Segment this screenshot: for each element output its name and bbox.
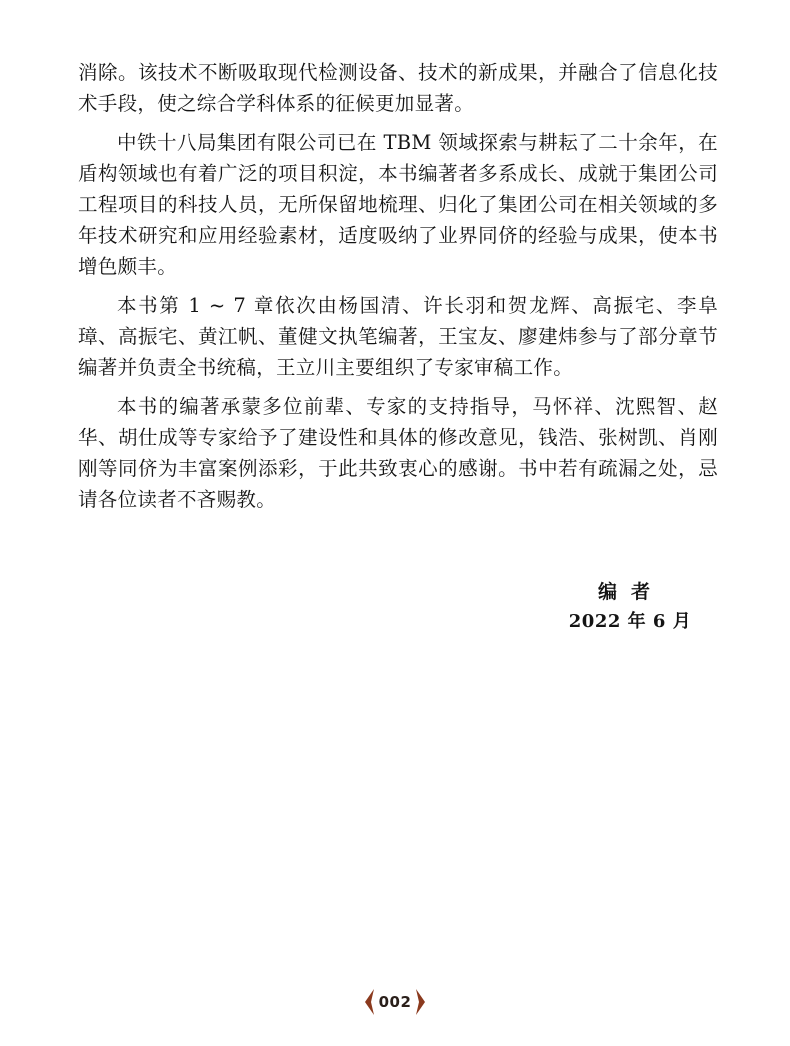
page-number: 002 [378,993,412,1011]
paragraph-chapter-authors: 本书第 1 ~ 7 章依次由杨国清、许长羽和贺龙辉、高振宅、李阜璋、高振宅、黄江帆、董健文执笔编著，王宝友、廖建炜参与了部分章节编著并负责全书统稿，王立川主要组织了专家审稿工作。 [78,294,718,379]
right-chevron-ornament-icon [414,987,428,1017]
page-number-ornament [351,987,439,1017]
preface-body [78,57,718,523]
left-chevron-ornament-icon [362,987,376,1017]
paragraph-tbm-experience: 中铁十八局集团有限公司已在 TBM 领域探索与耕耘了二十余年，在盾构领域也有着广泛的项目积淀，本书编著者多系成长、成就于集团公司工程项目的科技人员，无所保留地梳理、归化了集团公司在相关领域的多年技术研究和应用经验素材，适度吸纳了业界同侪的经验与成果，使本书增色颇丰。 [78,131,718,278]
paragraph-continued: 消除。该技术不断吸取现代检测设备、技术的新成果，并融合了信息化技术手段，使之综合学科体系的征候更加显著。 [78,61,718,115]
signature-block [560,578,700,636]
paragraph-acknowledgements: 本书的编著承蒙多位前辈、专家的支持指导，马怀祥、沈熙智、赵华、胡仕成等专家给予了建设性和具体的修改意见，钱浩、张树凯、肖刚刚等同侪为丰富案例添彩，于此共致衷心的感谢。书中若有疏漏之处，忌请各位读者不吝赐教。 [78,395,718,511]
signature-date: 2022 年 6 月 [568,611,692,632]
signature-author: 编者 [597,581,664,603]
